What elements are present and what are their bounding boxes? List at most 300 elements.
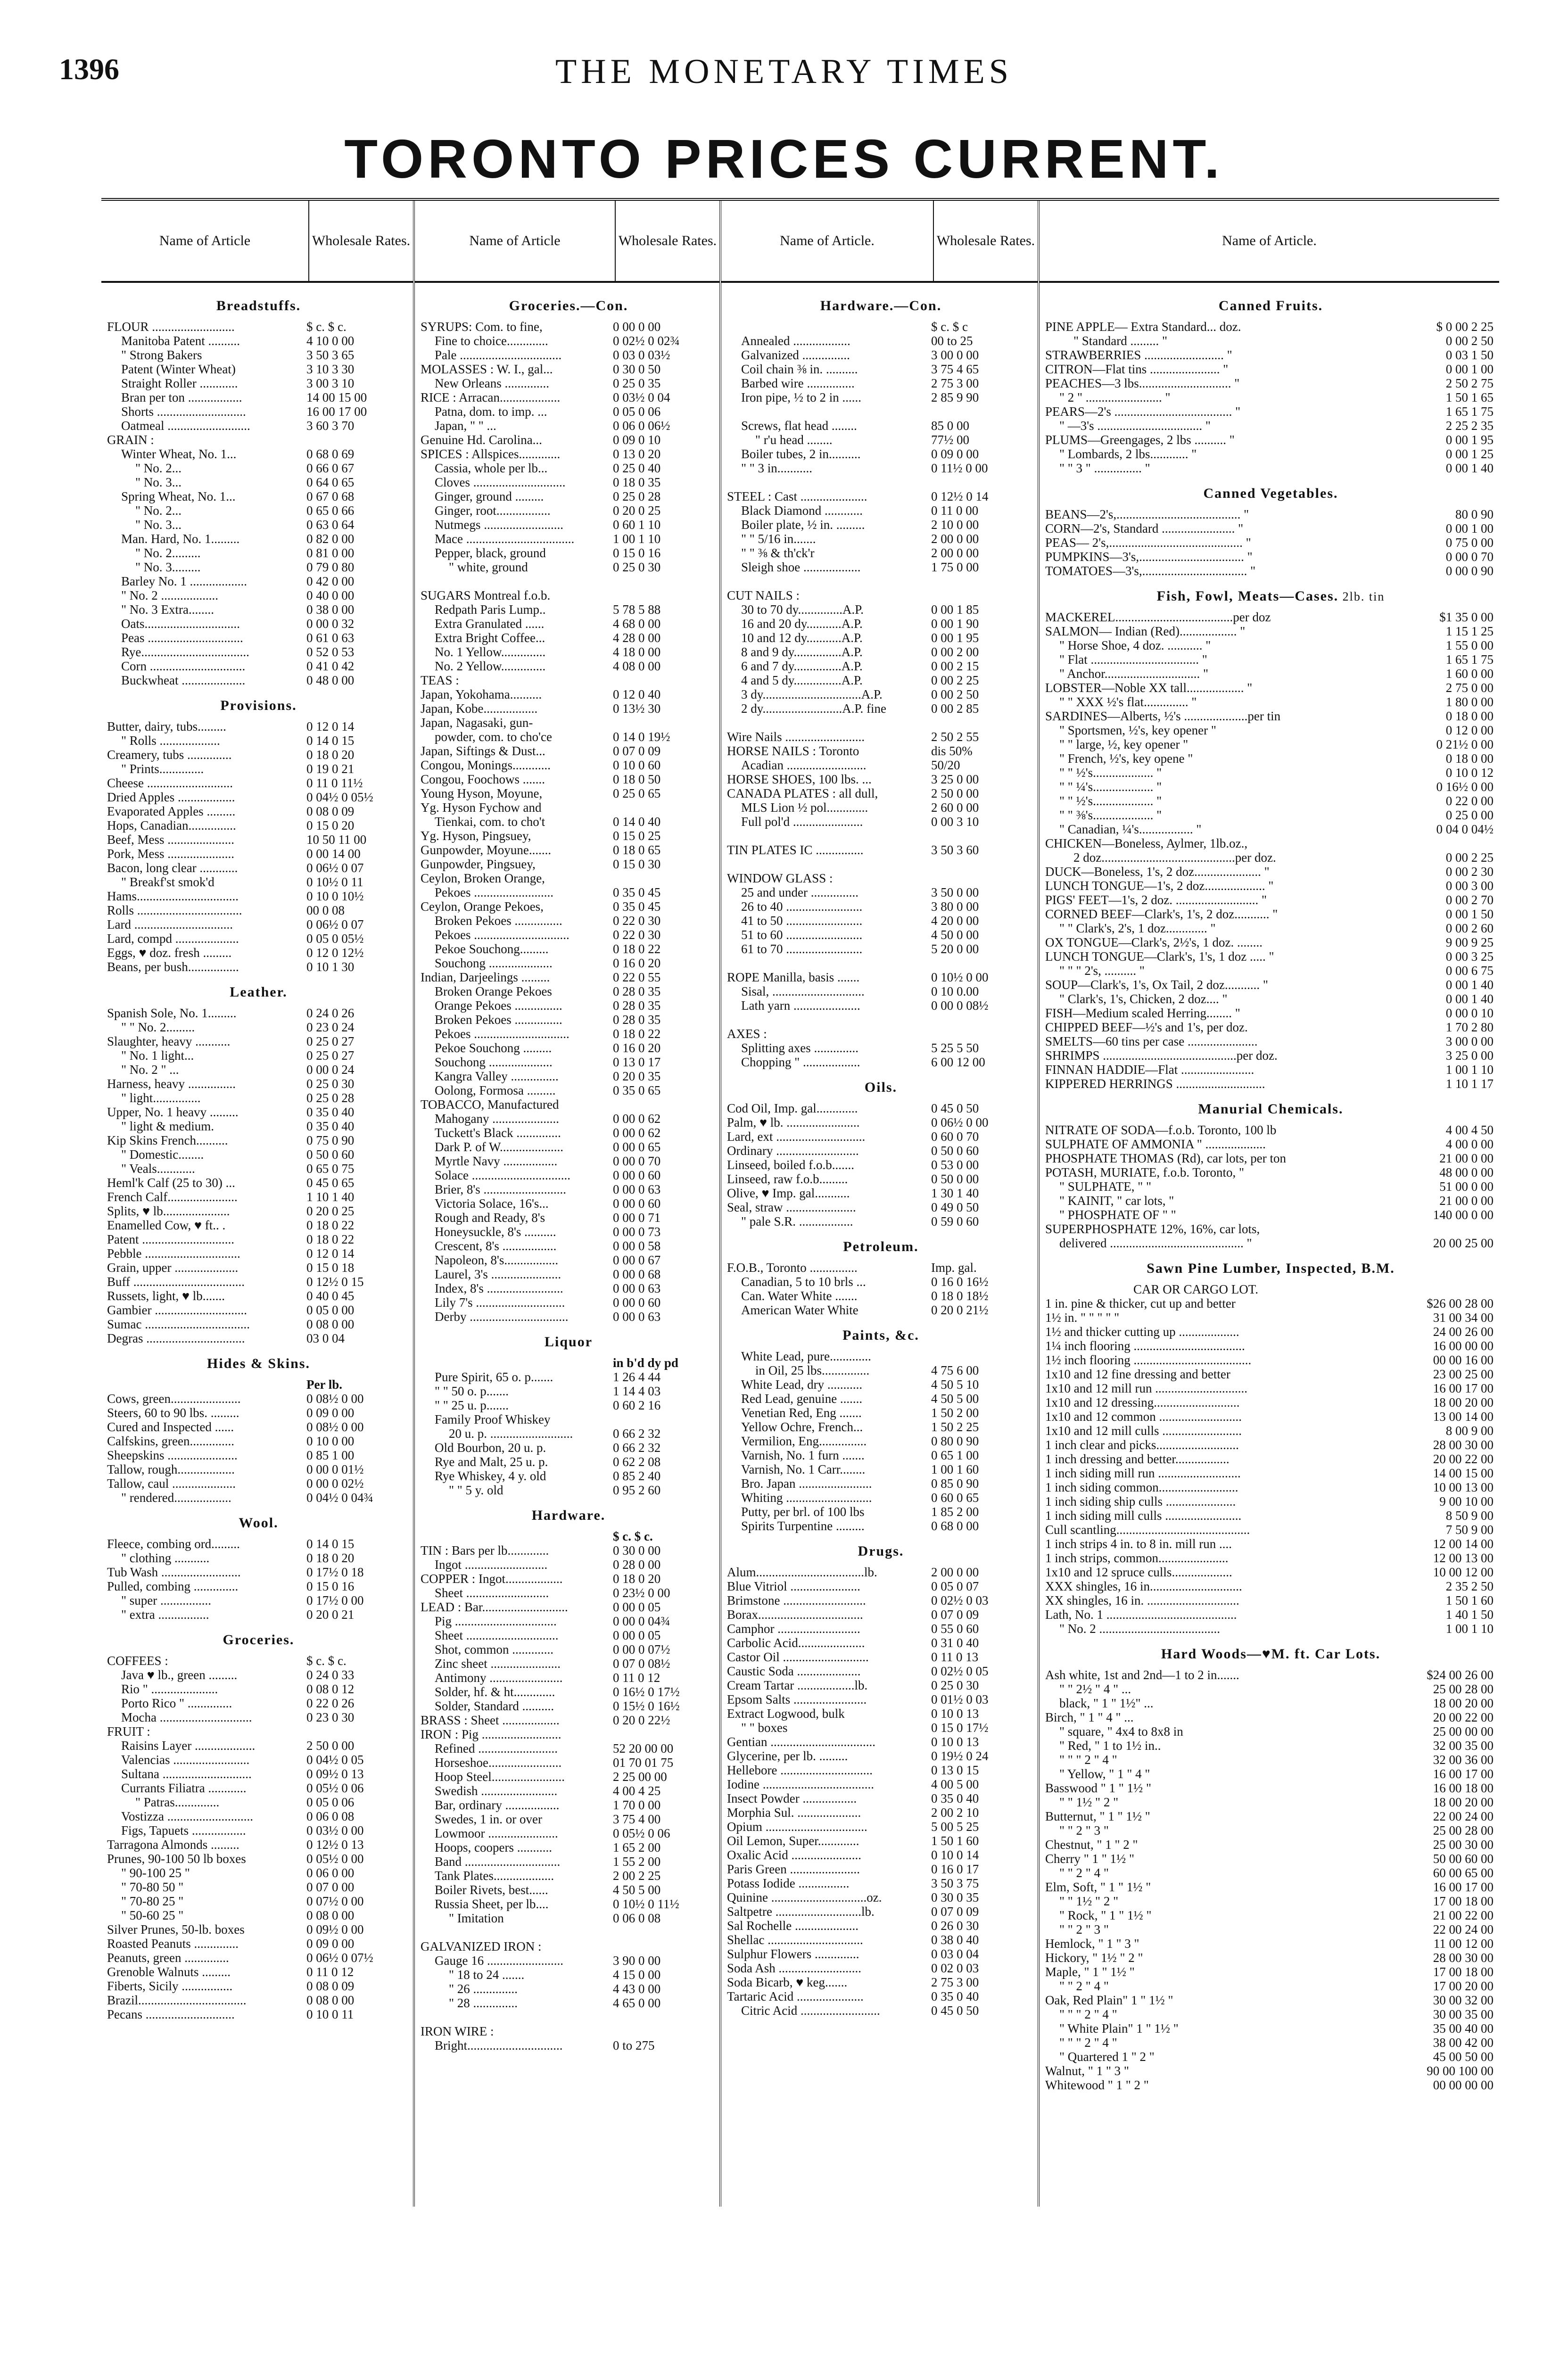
price-row [727,956,1035,970]
article-rate [925,871,1035,885]
article-name: Boiler tubes, 2 in.......... [741,447,861,461]
price-row [107,1795,410,1809]
article-rate: 35 00 40 00 [1433,2021,1494,2036]
article-name: FISH—Medium scaled Herring........ " [1045,1006,1240,1020]
article-name [421,1925,607,1939]
article-name: " " 3 in........... [741,461,813,475]
price-row [421,419,717,433]
article-name: " 70-80 50 " [121,1880,184,1894]
article-name: " super ................ [121,1593,212,1607]
article-name: Hops, Canadian............... [107,818,236,832]
article-name: SULPHATE OF AMMONIA " ................... [1045,1137,1266,1151]
article-name: " No. 3... [135,475,182,489]
article-rate: 0 07 0 08½ [613,1656,670,1671]
article-name: Pulled, combing .............. [107,1579,239,1593]
article-name: Oatmeal .......................... [121,419,250,433]
price-row [1045,865,1496,879]
column-body [101,283,413,2021]
article-rate: 0 00 1 90 [931,617,979,631]
article-rate: 0 18 0 20 [306,1551,355,1565]
article-rate: 0 61 0 63 [306,631,355,645]
price-row [421,1398,717,1412]
article-name: American Water White [741,1303,858,1317]
article-rate: 28 00 30 00 [1433,1951,1494,1965]
article-name: Tallow, caul .................... [107,1476,236,1491]
article-name: " " ¼'s................... " [1059,780,1162,794]
section-title: Leather. [230,984,288,1000]
article-name: Varnish, No. 1 furn ....... [741,1448,865,1462]
price-row [421,1441,717,1455]
article-name: Honeysuckle, 8's .......... [435,1225,556,1239]
article-rate: 0 00 2 70 [1445,893,1494,907]
price-row [107,861,410,875]
article-name: Japan, Nagasaki, gun- [421,716,533,730]
article-rate: 0 18 0 20 [306,748,355,762]
article-name: New Orleans .............. [435,376,549,390]
article-rate [607,1412,717,1426]
price-row [421,1112,717,1126]
article-rate: 0 60 1 10 [613,518,661,532]
article-name: Pebble .............................. [107,1246,240,1261]
article-name: White Lead, pure............. [741,1349,871,1363]
article-name: 1¼ inch flooring ................................... [1045,1339,1245,1353]
price-row [727,631,1035,645]
article-rate: 1 75 0 00 [931,560,979,574]
article-name: Young Hyson, Moyune, [421,786,543,800]
price-row [727,1820,1035,1834]
article-rate: 0 00 3 10 [931,815,979,829]
article-name: French Calf...................... [107,1190,238,1204]
article-rate: 0 00 0 07½ [613,1642,670,1656]
article-rate: 6 00 12 00 [931,1055,985,1069]
article-name: " Patras.............. [135,1795,220,1809]
article-rate: 0 11 0 00 [931,503,979,518]
price-row [727,885,1035,899]
article-name: " Breakf'st smok'd [121,875,215,889]
price-row [421,1097,717,1112]
article-rate: 0 20 0 25 [613,503,661,518]
price-row [727,1158,1035,1172]
price-row [1045,751,1496,766]
article-rate [607,673,717,687]
article-rate [925,716,1035,730]
price-row [727,800,1035,815]
article-rate: 13 00 14 00 [1433,1409,1494,1424]
article-rate: 12 00 13 00 [1433,1551,1494,1565]
article-rate: 2 50 0 00 [306,1739,355,1753]
price-row [421,433,717,447]
price-row [421,518,717,532]
article-name: " No. 3......... [135,560,201,574]
article-rate: 0 10½ 0 00 [931,970,989,984]
article-name: Souchong .................... [435,956,553,970]
article-name: PLUMS—Greengages, 2 lbs .......... " [1045,433,1235,447]
article-rate: 5 78 5 88 [613,602,661,617]
article-name: " Quartered 1 " 2 " [1059,2050,1155,2064]
article-name: Wire Nails ......................... [727,730,865,744]
article-rate: 0 12 0 14 [306,719,355,733]
article-name: " No. 2... [135,461,182,475]
article-rate: 0 15 0 16 [613,546,661,560]
article-name: PINE APPLE— Extra Standard... doz. [1045,320,1241,334]
price-row [107,804,410,818]
article-rate: 0 66 0 67 [306,461,355,475]
article-name: Mace .................................. [435,532,575,546]
price-row [107,1922,410,1937]
article-rate: 0 35 0 45 [613,885,661,899]
article-name: Gentian ................................. [727,1735,875,1749]
article-name: Camphor .......................... [727,1622,860,1636]
article-rate: 0 38 0 40 [931,1933,979,1947]
article-name: " Flat .................................. " [1059,652,1207,667]
article-name: " " ½'s................... " [1059,766,1162,780]
article-name: PEACHES—3 lbs............................. " [1045,376,1240,390]
price-row [727,334,1035,348]
article-name: Brazil.................................. [107,1993,247,2007]
price-row [727,1505,1035,1519]
article-rate: 0 03 0 04 [931,1947,979,1961]
article-rate: 0 40 0 00 [306,588,355,602]
article-name: Cherry " 1 " 1½ " [1045,1852,1135,1866]
price-row [421,1600,717,1614]
article-name: " Sportsmen, ½'s, key opener " [1059,723,1216,737]
article-name: SPICES : Allspices............. [421,447,561,461]
article-rate: 0 45 0 50 [931,2003,979,2018]
article-name [727,404,925,419]
price-row [107,1908,410,1922]
price-row [421,348,717,362]
price-row [727,1749,1035,1763]
article-name: Butter, dairy, tubs......... [107,719,226,733]
article-rate: 0 04½ 0 04¾ [306,1491,373,1505]
article-name: Spirits Turpentine ......... [741,1519,865,1533]
price-row [421,1239,717,1253]
article-name: Splitting axes .............. [741,1041,858,1055]
price-row [107,733,410,748]
article-rate: 1 40 1 50 [1445,1607,1494,1622]
price-row [1045,2021,1496,2036]
price-row [1045,1965,1496,1979]
price-row [107,588,410,602]
price-row [727,1607,1035,1622]
price-row [1045,1452,1496,1466]
article-name: Sheet ............................. [435,1628,559,1642]
article-rate: 0 13 0 17 [613,1055,661,1069]
price-row [1045,1063,1496,1077]
article-name: " 90-100 25 " [121,1866,190,1880]
article-name: Yellow Ochre, French... [741,1420,863,1434]
article-rate: 0 75 0 00 [1445,536,1494,550]
row-value: in b'd dy pd [613,1356,678,1370]
price-row [421,1027,717,1041]
price-row [1045,362,1496,376]
article-name: Saltpetre ...........................lb. [727,1904,875,1919]
article-rate: 2 50 2 55 [931,730,979,744]
article-rate: 0 07 0 09 [613,744,661,758]
article-name: CHICKEN—Boneless, Aylmer, 1lb.oz., [1045,836,1248,850]
article-rate: 0 00 0 08½ [931,998,989,1013]
article-rate: 0 60 0 70 [931,1129,979,1144]
article-name: Extract Logwood, bulk [727,1706,845,1721]
article-name: TIN : Bars per lb............. [421,1543,549,1558]
page-number: 1396 [59,52,119,86]
article-rate: 25 00 30 00 [1433,1838,1494,1852]
article-rate: 0 30 0 50 [613,362,661,376]
article-name: Patna, dom. to imp. ... [435,404,547,419]
article-name: " White Plain" 1 " 1½ " [1059,2021,1179,2036]
article-rate: 90 00 100 00 [1427,2064,1494,2078]
price-row [421,503,717,518]
article-name: " r'u head ........ [755,433,833,447]
article-rate: 0 06 0 00 [306,1866,355,1880]
article-name: Barbed wire ............... [741,376,855,390]
price-row [1045,964,1496,978]
price-row [107,1162,410,1176]
article-name: Annealed .................. [741,334,850,348]
article-name: " pale S.R. ................. [741,1214,853,1228]
article-rate: 0 30 0 00 [613,1543,661,1558]
article-name: Myrtle Navy ................. [435,1154,558,1168]
article-rate: 0 04½ 0 05 [306,1753,364,1767]
article-name: " PHOSPHATE OF " " [1059,1208,1176,1222]
article-name: Elm, Soft, " 1 " 1½ " [1045,1880,1151,1894]
article-name: " " XXX ½'s flat.............. " [1059,695,1197,709]
article-name: 1x10 and 12 dressing........................... [1045,1395,1240,1409]
article-name: Cassia, whole per lb... [435,461,548,475]
article-name: Corn .............................. [121,659,246,673]
article-rate: 0 14 0 15 [306,1537,355,1551]
price-row [107,1668,410,1682]
article-rate: 2 00 2 10 [931,1805,979,1820]
article-rate: 60 00 65 00 [1433,1866,1494,1880]
article-name: 20 u. p. .......................... [449,1426,573,1441]
price-row [1045,1325,1496,1339]
article-name [727,857,925,871]
article-name: Alum..................................lb. [727,1565,877,1579]
article-name: 61 to 70 ........................ [741,942,863,956]
article-name: Bright.............................. [435,2038,563,2052]
page-title: TORONTO PRICES CURRENT. [344,128,1224,190]
article-name: Slaughter, heavy ........... [107,1034,231,1048]
article-name: Carbolic Acid..................... [727,1636,865,1650]
article-name: 25 and under ............... [741,885,858,899]
price-row [421,1558,717,1572]
price-row [1045,1020,1496,1034]
article-rate: 10 50 11 00 [306,832,367,847]
price-row [727,1519,1035,1533]
price-row [107,875,410,889]
article-rate: 2 75 0 00 [1445,681,1494,695]
article-rate [925,574,1035,588]
price-row [727,1735,1035,1749]
price-row [727,1862,1035,1876]
price-row [107,2007,410,2021]
price-row [107,320,410,334]
article-rate: 0 35 0 45 [613,899,661,914]
article-name [727,574,925,588]
article-rate: 0 68 0 69 [306,447,355,461]
article-rate: Imp. gal. [931,1261,977,1275]
article-name: Degras ............................... [107,1331,245,1345]
article-name: Sal Rochelle .................... [727,1919,858,1933]
article-name: Russets, light, ♥ lb....... [107,1289,225,1303]
article-rate: 0 10 0 11 [306,2007,354,2021]
price-row [727,1721,1035,1735]
article-rate: 0 02½ 0 05 [931,1664,989,1678]
price-row [1045,521,1496,536]
column-header-rates: Wholesale Rates. [936,233,1035,248]
price-row [421,1770,717,1784]
article-name: " " ⅜ & th'ck'r [741,546,815,560]
price-row [1045,1006,1496,1020]
price-row [727,758,1035,772]
article-name: TOBACCO, Manufactured [421,1097,559,1112]
price-row [107,1880,410,1894]
article-rate: 2 85 9 90 [931,390,979,404]
article-rate: 0 18 0 00 [1445,751,1494,766]
article-name: Dark P. of W.................... [435,1140,564,1154]
price-row [1045,1607,1496,1622]
article-rate: 0 18 0 35 [613,475,661,489]
article-rate: 0 07 0 09 [931,1904,979,1919]
price-row [1045,447,1496,461]
article-rate: 0 00 0 24 [306,1063,355,1077]
price-row [1045,1979,1496,1993]
price-row [107,1838,410,1852]
article-name: PHOSPHATE THOMAS (Rd), car lots, per ton [1045,1151,1286,1165]
price-row [421,1168,717,1182]
article-rate: 0 53 0 00 [931,1158,979,1172]
article-name: Lily 7's ............................ [435,1295,565,1310]
article-name: Extra Bright Coffee... [435,631,545,645]
price-row [1045,320,1496,334]
price-row [727,1363,1035,1377]
article-rate: 0 66 2 32 [613,1426,661,1441]
article-rate: 0 00 0 62 [613,1126,661,1140]
price-row [727,489,1035,503]
article-name: CORN—2's, Standard ....................... " [1045,521,1244,536]
price-row [421,1013,717,1027]
row-value: $ c. $ c. [613,1529,653,1543]
article-name: Silver Prunes, 50-lb. boxes [107,1922,245,1937]
price-row [107,1993,410,2007]
article-name: Raisins Layer ................... [121,1739,256,1753]
price-row [727,1129,1035,1144]
price-row [421,1196,717,1211]
article-rate: 0 09 0 10 [613,433,661,447]
article-name: " SULPHATE, " " [1059,1179,1152,1194]
price-row [727,1961,1035,1975]
article-name: Hemlock, " 1 " 3 " [1045,1937,1139,1951]
article-rate: 1 15 1 25 [1445,624,1494,638]
article-name: 26 to 40 ........................ [741,899,863,914]
article-name: Seal, straw ...................... [727,1200,856,1214]
article-name: Porto Rico " .............. [121,1696,232,1710]
article-rate [301,433,410,447]
price-row [421,786,717,800]
article-rate: 0 15 0 17½ [931,1721,989,1735]
article-name: Prunes, 90-100 50 lb boxes [107,1852,246,1866]
article-rate: 0 11 0 12 [306,1965,354,1979]
article-rate: 0 20 0 25 [306,1204,355,1218]
article-name: Broken Pekoes ............... [435,1013,562,1027]
article-rate: $ 0 00 2 25 [1436,320,1494,334]
article-rate: 1 50 2 00 [931,1406,979,1420]
price-row [421,1267,717,1281]
article-rate: 21 00 22 00 [1433,1908,1494,1922]
article-name: " " 5 y. old [449,1483,503,1497]
article-rate: 0 00 2 25 [931,673,979,687]
article-name: Hickory, " 1½ " 2 " [1045,1951,1143,1965]
article-rate: 0 00 1 85 [931,602,979,617]
article-rate: 0 16½ 0 00 [1436,780,1494,794]
price-row [421,1310,717,1324]
article-name: BEANS—2's,....................................... " [1045,507,1249,521]
article-rate: 0 08 0 12 [306,1682,355,1696]
article-rate: 0 10½ 0 11 [306,875,363,889]
price-row [107,1682,410,1696]
article-name: " No. 2......... [135,546,201,560]
article-rate: 0 15½ 0 16½ [613,1699,680,1713]
article-name: Insect Powder ................. [727,1791,857,1805]
article-name: Black Diamond ............ [741,503,863,518]
article-name: " No. 3 Extra........ [121,602,214,617]
article-rate: 0 to 275 [613,2038,655,2052]
article-rate: 23 00 25 00 [1433,1367,1494,1381]
article-name: Pig ................................ [435,1614,557,1628]
article-name: Upper, No. 1 heavy ......... [107,1105,239,1119]
article-rate: 0 50 0 00 [931,1172,979,1186]
article-rate: 0 00 0 05 [613,1628,661,1642]
price-row [1045,1151,1496,1165]
article-name: Congou, Foochows ....... [421,772,545,786]
article-name: 1 inch siding common......................... [1045,1480,1238,1494]
article-name: Birch, " 1 " 4 " ... [1045,1710,1134,1724]
price-row [421,899,717,914]
price-row [421,758,717,772]
article-rate: 0 14 0 40 [613,815,661,829]
article-name: Mocha ............................. [121,1710,252,1724]
section-title: Hardware.—Con. [820,298,942,313]
article-rate: 17 00 20 00 [1433,1979,1494,1993]
article-name: Patent (Winter Wheat) [121,362,236,376]
price-row [727,1214,1035,1228]
article-rate: 0 06½ 0 07½ [306,1951,373,1965]
price-row [727,1664,1035,1678]
article-name: Soda Ash .......................... [727,1961,862,1975]
article-name: " square, " 4x4 to 8x8 in [1059,1724,1183,1739]
article-rate: 3 50 3 60 [931,843,979,857]
price-row [107,617,410,631]
article-name: " Rock, " 1 " 1½ " [1059,1908,1152,1922]
price-row [1045,550,1496,564]
article-name: Sulphur Flowers .............. [727,1947,859,1961]
article-rate: 3 90 0 00 [613,1953,661,1968]
price-row [107,1275,410,1289]
article-rate: 0 25 0 40 [613,461,661,475]
price-row [1045,1179,1496,1194]
masthead: THE MONETARY TIMES [555,52,1013,91]
price-row [1045,1551,1496,1565]
price-row [107,1034,410,1048]
price-row [727,1904,1035,1919]
article-rate: 0 25 0 00 [1445,808,1494,822]
article-name: Pekoe Souchong......... [435,942,549,956]
price-row [727,1434,1035,1448]
article-rate: 4 50 0 00 [931,928,979,942]
section-note: 2lb. tin [1338,590,1385,603]
article-rate: 1 00 1 10 [1445,1622,1494,1636]
